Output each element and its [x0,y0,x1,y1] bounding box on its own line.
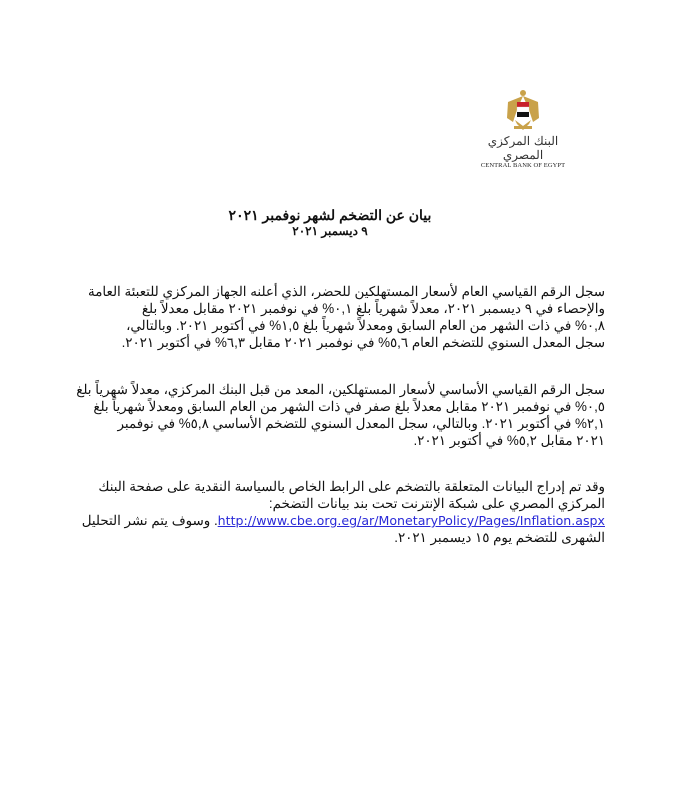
paragraph-text: . وسوف يتم نشر التحليل [81,513,218,528]
paragraph-line: المركزي المصري على شبكة الإنترنت تحت بند بيانات التضخم: [268,496,605,511]
paragraph-line: سجل المعدل السنوي للتضخم العام ٥,٦% في نوفمبر ٢٠٢١ مقابل ٦,٣% في أكتوبر ٢٠٢١. [121,335,605,350]
statement-header [200,207,460,239]
inflation-data-link[interactable]: http://www.cbe.org.eg/ar/MonetaryPolicy/Pages/Inflation.aspx [217,513,605,528]
paragraph-line: سجل الرقم القياسي العام لأسعار المستهلكين للحضر، الذي أعلنه الجهاز المركزي للتعبئة العامة [88,284,605,299]
paragraph-line: وقد تم إدراج البيانات المتعلقة بالتضخم على الرابط الخاص بالسياسة النقدية على صفحة البنك [98,479,605,494]
paragraph-line: الشهرى للتضخم يوم ١٥ ديسمبر ٢٠٢١. [394,530,605,545]
paragraph-line: والإحصاء في ٩ ديسمبر ٢٠٢١، معدلاً شهرياً بلغ ٠,١% في نوفمبر ٢٠٢١ مقابل معدلاً بلغ [141,301,605,316]
statement-date: ٩ ديسمبر ٢٠٢١ [292,224,368,238]
cbe-logo [478,88,568,170]
paragraph-core-inflation [76,381,605,449]
paragraph-line: ٢,١% في أكتوبر ٢٠٢١. وبالتالي، سجل المعدل السنوي للتضخم الأساسي ٥,٨% في نوفمبر [117,416,605,431]
egypt-eagle-emblem-icon [505,88,541,132]
paragraph-line-with-link [81,512,605,529]
logo-english-name: CENTRAL BANK OF EGYPT [480,162,566,169]
paragraph-line: ٠,٥% في نوفمبر ٢٠٢١ مقابل معدلاً بلغ صفر في ذات الشهر من العام السابق ومعدلاً شهرياً بلغ [93,399,605,414]
paragraph-headline-inflation [86,283,605,351]
paragraph-line: ٢٠٢١ مقابل ٥,٢% في أكتوبر ٢٠٢١. [413,433,605,448]
paragraph-line: ٠,٨% في ذات الشهر من العام السابق ومعدلاً شهرياً بلغ ١,٥% في أكتوبر ٢٠٢١. وبالتالي، [126,318,605,333]
paragraph-data-link [81,478,605,546]
paragraph-line: سجل الرقم القياسي الأساسي لأسعار المستهلكين، المعد من قبل البنك المركزي، معدلاً شهرياً بلغ [76,382,605,397]
statement-title: بيان عن التضخم لشهر نوفمبر ٢٠٢١ [228,207,432,223]
logo-arabic-name: البنك المركزي المصري [487,134,559,162]
